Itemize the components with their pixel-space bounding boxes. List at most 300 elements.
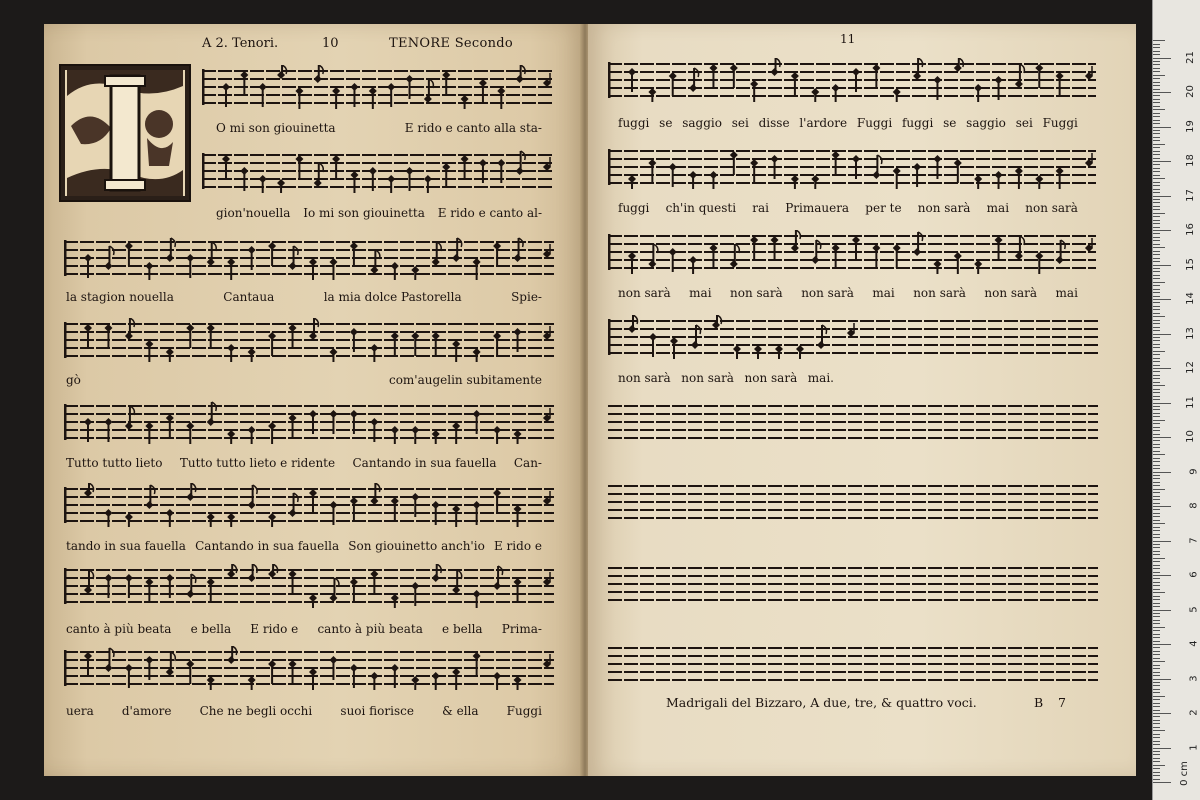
- ruler-tick: [1153, 610, 1171, 611]
- ruler-tick: [1153, 727, 1160, 728]
- ruler-tick: [1153, 71, 1160, 72]
- ruler-tick: [1153, 751, 1160, 752]
- lyric-fragment: tando in sua fauella: [66, 539, 186, 553]
- ruler-tick: [1153, 647, 1160, 648]
- ruler-tick: [1153, 116, 1160, 117]
- ruler-tick: [1153, 589, 1160, 590]
- music-note: [709, 171, 717, 189]
- ruler-tick: [1153, 68, 1160, 69]
- music-note: [432, 242, 442, 266]
- music-note: [289, 660, 297, 684]
- lyric-fragment: per te: [865, 201, 902, 215]
- music-staff: [64, 483, 554, 529]
- ruler-tick: [1153, 620, 1160, 621]
- music-note: [314, 65, 324, 83]
- ruler-tick: [1153, 699, 1160, 700]
- lyric-fragment: O mi son giouinetta: [216, 121, 336, 135]
- music-note: [332, 87, 340, 109]
- ruler-tick: [1153, 161, 1171, 162]
- ruler-tick: [1153, 327, 1160, 328]
- ruler-tick: [1153, 723, 1160, 724]
- ruler-tick: [1153, 710, 1160, 711]
- music-staff: [608, 315, 858, 361]
- ruler-number: 9: [1188, 467, 1200, 475]
- ruler-tick: [1153, 230, 1171, 231]
- ruler-tick: [1153, 265, 1171, 266]
- ruler-tick: [1153, 596, 1160, 597]
- lyric-fragment: non sarà: [913, 286, 966, 300]
- lyric-fragment: non sarà: [1025, 201, 1078, 215]
- ruler-tick: [1153, 296, 1160, 297]
- music-note: [730, 151, 738, 175]
- music-note: [240, 71, 248, 95]
- lyric-fragment: Tutto tutto lieto: [66, 456, 163, 470]
- music-note: [913, 58, 923, 80]
- music-note: [145, 578, 153, 602]
- ruler-tick: [1153, 623, 1160, 624]
- ruler-tick: [1153, 399, 1160, 400]
- ruler-tick: [1153, 237, 1160, 238]
- music-note: [493, 426, 501, 444]
- ruler-tick: [1153, 420, 1165, 421]
- music-note: [432, 564, 442, 582]
- music-note: [145, 422, 153, 444]
- music-note: [452, 340, 460, 362]
- music-note: [473, 590, 481, 608]
- ruler-tick: [1153, 672, 1160, 673]
- ruler-tick: [1153, 748, 1171, 749]
- ruler-tick: [1153, 706, 1160, 707]
- ruler-tick: [1153, 120, 1160, 121]
- ruler-tick: [1153, 451, 1160, 452]
- music-note: [832, 84, 840, 102]
- music-note: [771, 58, 781, 76]
- music-note: [227, 258, 235, 280]
- ruler-tick: [1153, 413, 1160, 414]
- ruler-tick: [1153, 734, 1160, 735]
- music-note: [424, 79, 434, 103]
- music-note: [350, 242, 358, 266]
- music-note: [473, 652, 481, 676]
- music-staff: [608, 230, 1096, 276]
- lyric-line: [618, 371, 834, 385]
- ruler-tick: [1153, 216, 1160, 217]
- ruler-tick: [1153, 282, 1165, 283]
- ruler-tick: [1153, 89, 1160, 90]
- lyric-line: [66, 456, 542, 470]
- lyric-fragment: Cantaua: [223, 290, 275, 304]
- ruler-number: 11: [1185, 395, 1197, 409]
- lyric-fragment: canto à più beata: [66, 622, 172, 636]
- ruler-tick: [1153, 213, 1165, 214]
- lyric-fragment: Prima-: [501, 622, 542, 636]
- ruler-tick: [1153, 109, 1165, 110]
- ruler-tick: [1153, 196, 1171, 197]
- music-note: [750, 236, 758, 260]
- ruler-tick: [1153, 782, 1171, 783]
- music-note: [1015, 236, 1025, 260]
- music-note: [832, 244, 840, 268]
- lyric-fragment: sei: [731, 116, 749, 130]
- ruler-tick: [1153, 309, 1160, 310]
- lyric-fragment: Tutto tutto lieto e ridente: [179, 456, 336, 470]
- lyric-fragment: fuggi: [901, 116, 934, 130]
- lyric-fragment: Fuggi: [1042, 116, 1078, 130]
- ruler-number: 4: [1188, 640, 1200, 647]
- ruler-tick: [1153, 192, 1160, 193]
- ruler-tick: [1153, 202, 1160, 203]
- music-note: [104, 324, 112, 348]
- ruler-number: 13: [1185, 326, 1197, 340]
- ruler-tick: [1153, 185, 1160, 186]
- ruler-tick: [1153, 361, 1160, 362]
- ruler-tick: [1153, 585, 1160, 586]
- ruler-tick: [1153, 554, 1160, 555]
- ruler-tick: [1153, 741, 1160, 742]
- music-note: [1035, 252, 1043, 274]
- ruler-tick: [1153, 223, 1160, 224]
- ruler-tick: [1153, 561, 1160, 562]
- lyric-line: [618, 116, 1078, 130]
- ruler-tick: [1153, 599, 1160, 600]
- ruler-tick: [1153, 206, 1160, 207]
- lyric-fragment: se: [943, 116, 957, 130]
- ruler-tick: [1153, 530, 1160, 531]
- ruler-number: 8: [1188, 502, 1200, 509]
- lyric-fragment: uera: [66, 704, 94, 718]
- ruler-tick: [1153, 675, 1160, 676]
- lyric-fragment: E rido e: [493, 539, 542, 553]
- music-note: [709, 64, 717, 88]
- ruler-tick: [1153, 630, 1160, 631]
- ruler-tick: [1153, 396, 1160, 397]
- ruler-tick: [1153, 775, 1160, 776]
- music-note: [207, 578, 215, 602]
- ruler-tick: [1153, 175, 1160, 176]
- ruler-tick: [1153, 658, 1160, 659]
- ruler-tick: [1153, 468, 1160, 469]
- header-page-number: 10: [322, 36, 339, 51]
- ruler-tick: [1153, 306, 1160, 307]
- ruler-tick: [1153, 199, 1160, 200]
- lyric-fragment: Fuggi: [856, 116, 893, 130]
- ruler-tick: [1153, 651, 1160, 652]
- ruler-tick: [1153, 685, 1160, 686]
- woodcut-illustration: [61, 66, 189, 200]
- ruler-tick: [1153, 427, 1160, 428]
- ruler-tick: [1153, 182, 1160, 183]
- music-note: [391, 497, 399, 521]
- ruler-tick: [1153, 275, 1160, 276]
- music-note: [207, 242, 217, 266]
- ruler-tick: [1153, 616, 1160, 617]
- music-note: [954, 252, 962, 274]
- music-note: [648, 244, 658, 268]
- music-note: [493, 242, 501, 266]
- ruler-tick: [1153, 130, 1160, 131]
- lyric-line: [66, 539, 542, 553]
- ruler-number: 16: [1185, 223, 1197, 236]
- music-staff: [608, 400, 1098, 446]
- ruler-tick: [1153, 544, 1160, 545]
- music-note: [186, 483, 196, 501]
- lyric-fragment: la mia dolce Pastorella: [323, 290, 462, 304]
- ruler-tick: [1153, 679, 1171, 680]
- music-note: [309, 258, 317, 280]
- ruler-tick: [1153, 75, 1165, 76]
- music-note: [125, 406, 135, 430]
- lyric-fragment: l'ardore: [799, 116, 848, 130]
- music-note: [329, 578, 339, 602]
- lyric-fragment: Cantando in sua fauella: [195, 539, 340, 553]
- ruler-tick: [1153, 761, 1160, 762]
- music-staff: [608, 642, 1098, 688]
- header-part: TENORE Secondo: [389, 36, 514, 51]
- woodcut-initial: [59, 64, 191, 202]
- ruler-number: 2: [1188, 709, 1200, 716]
- music-note: [452, 505, 460, 527]
- ruler-tick: [1153, 154, 1160, 155]
- ruler-tick: [1153, 289, 1160, 290]
- music-note: [493, 489, 501, 513]
- ruler-tick: [1153, 320, 1160, 321]
- ruler-number: 21: [1185, 50, 1197, 64]
- ruler-number: 12: [1185, 361, 1197, 374]
- ruler-tick: [1153, 151, 1160, 152]
- music-note: [497, 87, 505, 109]
- music-note: [295, 155, 303, 179]
- music-note: [791, 230, 801, 252]
- music-note: [350, 578, 358, 602]
- music-note: [370, 672, 378, 690]
- music-note: [452, 422, 460, 444]
- ruler-tick: [1153, 765, 1165, 766]
- ruler-tick: [1153, 244, 1160, 245]
- ruler-tick: [1153, 634, 1160, 635]
- lyric-fragment: E rido e canto al-: [437, 206, 542, 220]
- ruler-tick: [1153, 375, 1160, 376]
- ruler-tick: [1153, 392, 1160, 393]
- lyric-fragment: rai: [752, 201, 769, 215]
- music-note: [442, 163, 450, 187]
- ruler-number: 3: [1188, 674, 1200, 682]
- lyric-fragment: mai: [689, 286, 712, 300]
- ruler-tick: [1153, 423, 1160, 424]
- ruler-tick: [1153, 251, 1160, 252]
- ruler-tick: [1153, 409, 1160, 410]
- ruler-tick: [1153, 140, 1160, 141]
- lyric-fragment: Io mi son giouinetta: [303, 206, 425, 220]
- music-note: [479, 79, 487, 103]
- lyric-fragment: non sarà: [984, 286, 1038, 300]
- music-note: [514, 578, 522, 602]
- ruler-tick: [1153, 285, 1160, 286]
- music-note: [648, 159, 656, 183]
- music-note: [1015, 64, 1025, 88]
- lyric-fragment: mai: [872, 286, 895, 300]
- ruler-tick: [1153, 123, 1160, 124]
- music-note: [309, 318, 319, 340]
- ruler-tick: [1153, 64, 1160, 65]
- music-note: [309, 668, 317, 690]
- ruler-tick: [1153, 209, 1160, 210]
- lyric-line: [66, 373, 542, 387]
- ruler-tick: [1153, 716, 1160, 717]
- music-note: [493, 332, 501, 356]
- music-staff: [608, 145, 1096, 191]
- ruler-tick: [1153, 692, 1160, 693]
- music-note: [750, 159, 758, 183]
- music-note: [689, 256, 697, 274]
- ruler-number: 1: [1188, 743, 1200, 751]
- music-note: [248, 564, 257, 582]
- music-note: [166, 652, 176, 676]
- ruler-number: 10: [1185, 430, 1197, 443]
- ruler-tick: [1153, 506, 1171, 507]
- music-staff: [202, 149, 554, 195]
- music-note: [268, 242, 276, 266]
- ruler-tick: [1153, 78, 1160, 79]
- music-note: [974, 84, 982, 102]
- music-note: [248, 426, 256, 444]
- lyric-fragment: fuggi: [618, 201, 650, 215]
- music-note: [166, 509, 174, 527]
- ruler-tick: [1153, 102, 1160, 103]
- ruler-tick: [1153, 668, 1160, 669]
- lyric-line: [66, 290, 542, 304]
- music-note: [771, 236, 779, 260]
- lyric-fragment: Spie-: [511, 290, 542, 304]
- music-note: [473, 258, 481, 280]
- ruler-tick: [1153, 389, 1160, 390]
- ruler-tick: [1153, 440, 1160, 441]
- music-note: [461, 155, 469, 179]
- ruler-tick: [1153, 278, 1160, 279]
- ruler-tick: [1153, 503, 1160, 504]
- music-note: [387, 175, 395, 193]
- lyric-fragment: e bella: [190, 622, 232, 636]
- ruler-tick: [1153, 682, 1160, 683]
- music-note: [872, 64, 880, 88]
- music-note: [730, 244, 740, 268]
- music-note: [391, 426, 399, 444]
- music-note: [730, 64, 738, 88]
- ruler-tick: [1153, 768, 1160, 769]
- music-staff: [64, 400, 554, 446]
- music-note: [166, 414, 174, 438]
- music-note: [628, 315, 638, 333]
- music-note: [186, 422, 194, 444]
- music-note: [309, 489, 317, 513]
- music-note: [670, 337, 678, 359]
- music-note: [516, 65, 526, 83]
- music-note: [104, 509, 112, 527]
- music-staff: [64, 236, 554, 282]
- ruler-tick: [1153, 516, 1160, 517]
- ruler-tick: [1153, 644, 1171, 645]
- music-note: [186, 324, 194, 348]
- ruler-tick: [1153, 144, 1165, 145]
- music-note: [411, 426, 419, 444]
- ruler-tick: [1153, 534, 1160, 535]
- music-staff: [202, 65, 554, 111]
- music-note: [872, 244, 880, 268]
- ruler-tick: [1153, 458, 1160, 459]
- lyric-fragment: E rido e canto alla sta-: [404, 121, 542, 135]
- music-note: [995, 236, 1003, 260]
- lyric-fragment: non sarà: [681, 371, 734, 385]
- music-note: [268, 422, 276, 444]
- ruler-tick: [1153, 127, 1171, 128]
- music-note: [791, 72, 799, 96]
- lyric-fragment: gò: [66, 373, 81, 387]
- ruler-tick: [1153, 568, 1160, 569]
- ruler-tick: [1153, 558, 1165, 559]
- music-note: [893, 167, 901, 189]
- ruler-tick: [1153, 478, 1160, 479]
- music-note: [1056, 72, 1064, 96]
- lyric-fragment: non sarà: [917, 201, 971, 215]
- lyric-fragment: com'augelin subitamente: [388, 373, 542, 387]
- lyric-fragment: non sarà: [618, 286, 671, 300]
- ruler-tick: [1153, 227, 1160, 228]
- ruler-tick: [1153, 113, 1160, 114]
- music-note: [350, 171, 358, 193]
- music-note: [222, 155, 230, 179]
- ruler-tick: [1153, 520, 1160, 521]
- ruler-tick: [1153, 465, 1160, 466]
- ruler-tick: [1153, 323, 1160, 324]
- ruler-tick: [1153, 527, 1160, 528]
- footer-signature: B: [1034, 695, 1044, 710]
- music-note: [125, 242, 133, 266]
- ruler-tick: [1153, 509, 1160, 510]
- ruler-number: 6: [1188, 571, 1200, 578]
- music-note: [370, 344, 378, 362]
- music-note: [1035, 64, 1043, 88]
- music-note: [669, 72, 677, 96]
- ruler-tick: [1153, 572, 1160, 573]
- ruler-tick: [1153, 523, 1165, 524]
- footer-title: Madrigali del Bizzaro, A due, tre, & quattro voci.: [666, 695, 977, 710]
- ruler-tick: [1153, 337, 1160, 338]
- music-note: [84, 652, 92, 676]
- music-note: [893, 244, 901, 268]
- ruler-number: 5: [1188, 605, 1200, 613]
- ruler-tick: [1153, 330, 1160, 331]
- lyric-fragment: la stagion nouella: [66, 290, 174, 304]
- ruler-tick: [1153, 354, 1160, 355]
- music-note: [628, 252, 636, 274]
- lyric-fragment: non sarà: [744, 371, 798, 385]
- lyric-line: [216, 121, 542, 135]
- header-page-number-right: 11: [840, 32, 856, 46]
- music-note: [207, 324, 215, 348]
- ruler-tick: [1153, 499, 1160, 500]
- footer-number: 7: [1058, 695, 1066, 710]
- ruler-tick: [1153, 271, 1160, 272]
- music-note: [268, 332, 276, 356]
- lyric-fragment: suoi fiorisce: [340, 704, 414, 718]
- ruler-tick: [1153, 261, 1160, 262]
- music-note: [452, 668, 460, 690]
- lyric-fragment: disse: [758, 116, 790, 130]
- lyric-fragment: non sarà: [801, 286, 854, 300]
- ruler-tick: [1153, 696, 1165, 697]
- ruler-tick: [1153, 247, 1165, 248]
- music-note: [332, 155, 340, 179]
- ruler-tick: [1153, 537, 1160, 538]
